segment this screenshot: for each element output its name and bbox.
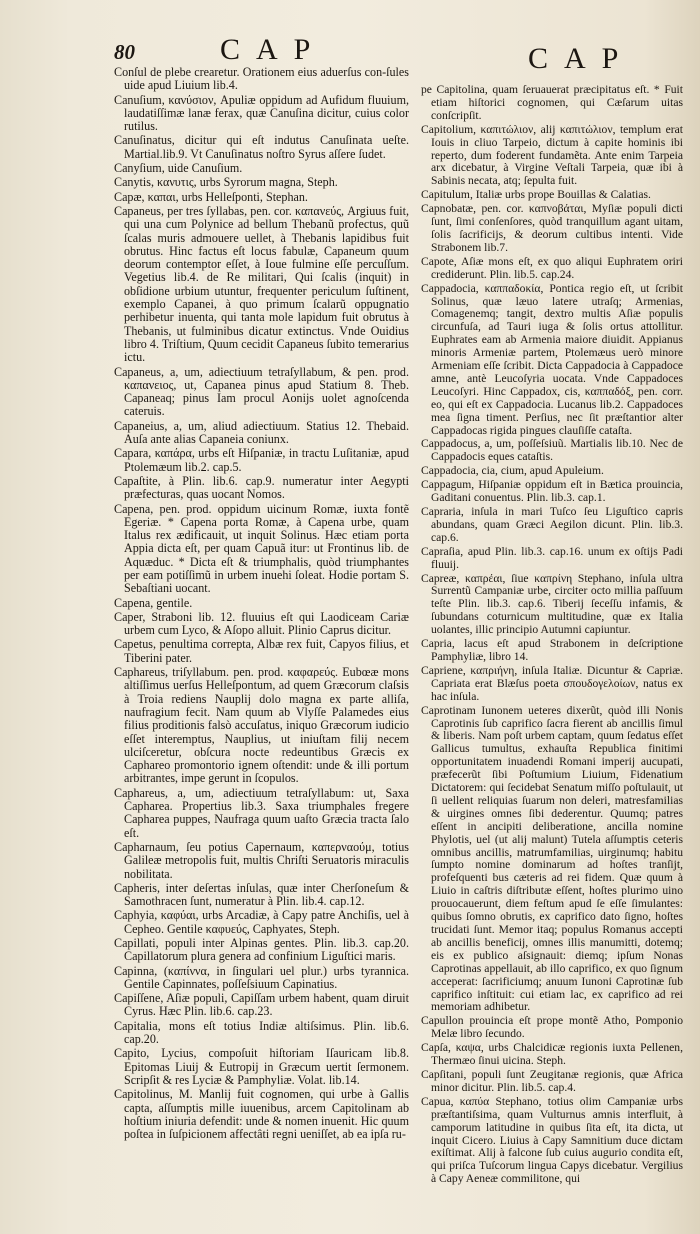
dictionary-entry: Capitulum, Italiæ urbs prope Bouillas & Calatias. bbox=[421, 188, 651, 202]
dictionary-entry: Caphyia, καφύαι, urbs Arcadiæ, à Capy patre Anchiſis, uel à Cepheo. Gentile καφυεύς, Caphyates, Steph. bbox=[114, 908, 409, 936]
dictionary-entry: Canuſium, κανύσιον, Apuliæ oppidum ad Aufidum fluuium, laudatiſſimæ lanæ ferax, quæ Canuſina dicitur, cuius color rutilus. bbox=[114, 92, 409, 134]
dictionary-entry: Capinna, (καπίννα, in ſingulari uel plur.) urbs tyrannica. Gentile Capinnates, poſſeſsiuum Capinatius. bbox=[114, 963, 409, 991]
dictionary-entry: Capillati, populi inter Alpinas gentes. Plin. lib.3. cap.20. Capillatorum plura genera ad confinium Liguſtici maris. bbox=[114, 936, 409, 964]
dictionary-entry: Capullon prouincia eſt prope montẽ Atho, Pomponio Melæ libro ſecundo. bbox=[421, 1014, 683, 1041]
dictionary-entry: Capena, pen. prod. oppidum uicinum Romæ, iuxta fontẽ Egeriæ. * Capena porta Romæ, à Capena urbe, quam Italus rex ædificauit, ut inquit Solinus. Hæc etiam porta Appia dicta eſt, per quam Capuã itur: ut Frontinus lib. de Aquæduc. * Dicta eſt & triumphalis, quòd triumphantes per eam potiſſimũ in urbem inuehi ſoleat. Hodie portam S. Sebaſtiani uocant. bbox=[114, 501, 409, 596]
dictionary-entry: Cappadocia, καππαδοκία, Pontica regio eſt, ut ſcribit Solinus, quæ læuo latere utraſq; Armenias, Comagenemq; tangit, dextro multis Aſiæ populis circunfuſa, ad Tauri iuga & ſolis ortus attollitur. Euphrates eam ab Armenia maiore diuidit. Appianus minoris Armeniæ partem, Ptolemæus uerò minore Armeniam eſſe ſcribit. Dicta Cappadocia à Cappadoce amne, antè Leucoſyria uocata. Vnde Cappadoces Leucoſyri. Hinc Cappadox, cis, καππαδόξ, pen. corr. eo, qui eſt ex Cappadocia. Lucanus lib.2. Cappadoces mea ſigna timent. Perſius, nec ſit præſtantior alter Cappadocas rigida pingues clauſiſſe cataſta. bbox=[421, 281, 683, 437]
running-header-right: CAP bbox=[528, 42, 635, 75]
dictionary-entry: Cappadocus, a, um, poſſeſsiuũ. Martialis lib.10. Nec de Cappadocis eques cataſtis. bbox=[421, 437, 683, 464]
dictionary-entry: Capito, Lycius, compoſuit hiſtoriam Iſauricam lib.8. Epitomas Liuij & Eutropij in Græcum uertit ſermonem. Scripſit & res Lyciæ & Pamphyliæ. Volat. lib.14. bbox=[114, 1046, 409, 1087]
dictionary-entry: Capaneus, a, um, adiectiuum tetraſyllabum, & pen. prod. καπανειος, ut, Capanea pinus apud Statium 8. Theb. Capaneaq; pinus Iam procul Aonijs uolet agnoſcenda cateruis. bbox=[114, 364, 409, 419]
dictionary-entry: pe Capitolina, quam ſeruauerat præcipitatus eſt. * Fuit etiam hiſtorici cognomen, qui Cæſarum uitas conſcripſit. bbox=[421, 83, 683, 122]
dictionary-entry: Caprotinam Iunonem ueteres dixerũt, quòd illi Nonis Caprotinis ſub caprifico ſacra fierent ab ancillis ſimul & liberis. Nam poſt urbem captam, quum ſedatus eſſet Gallicus tumultus, exhauſta Republica finitimi opportunitatem inuadendi Romani imperij aucupati, præfecerũt ſibi Poſtumium Liuium, Fidenatium Dictatorem: qui ſecidebat Senatum miſſo poſtulauit, ut ſi uellent reliquias ſuarum non deleri, matresfamilias & uirgines omnes ſibi dederentur. Quumq; patres eſſent in ancipiti deliberatione, ancilla nomine Phylotis, uel (ut alij malunt) Tutela aſſumptis ceteris omnibus ancillis, matrumfamilias, uirginumq; habitu ſumpto nomine dominarum ad hoſtes tranſijt, profeſquenti bus cæteris ad rei fidem. Quæ quum à Liuio in caſtris diſtributæ eſſent, hoſtes plurimo uino prouocauerunt, diem feſtum apud ſe eſſe ſimulantes: quibus ſomno obrutis, ex caprifico dato ſigno, hoſtes trucidati ſunt. Memor itaq; populus Romanus accepti ab ancillis beneficij, omnes illis manumitti, dotemq; eis ex publico aſsignauit: diemq; ipſum Nonas Caprotinas appellauit, ab illo caprifico, ex quo ſignum acceperat: ſacrificiumq; anuum Iunoni Caprotinæ ſub caprifico inſtituit: cui etiam lac, ex caprifico ad rei memoriam adhibetur. bbox=[421, 703, 683, 1014]
dictionary-entry: Capriene, καπριήνη, inſula Italiæ. Dicuntur & Capriæ. Capriata erat Blæſus poeta σπουδογελοίων, natus ex hac inſula. bbox=[421, 663, 683, 703]
dictionary-entry: Cappagum, Hiſpaniæ oppidum eſt in Bætica prouincia, Gaditani conuentus. Plin. lib.3. cap.1. bbox=[421, 478, 683, 505]
dictionary-entry: Capara, καπάρα, urbs eſt Hiſpaniæ, in tractu Luſitaniæ, apud Ptolemæum lib.2. cap.5. bbox=[114, 446, 409, 474]
dictionary-entry: Capitolinus, M. Manlij fuit cognomen, qui urbe à Gallis capta, aſſumptis mille iuuenibus, arcem Capitolinam ab hoſtium iniuria defendit: unde & nomen inuenit. Hic quum poſtea in ſuſpicionem affectâti regni ueniſſet, ab ea ipſa ru- bbox=[114, 1087, 409, 1142]
dictionary-entry: Capharnaum, ſeu potius Capernaum, καπερναούμ, totius Galileæ metropolis fuit, multis Chriſti Seruatoris miraculis nobilitata. bbox=[114, 839, 409, 881]
dictionary-entry: Capena, gentile. bbox=[114, 595, 193, 610]
dictionary-entry: Conſul de plebe crearetur. Orationem eius aduerſus con-ſules uide apud Liuium lib.4. bbox=[114, 65, 409, 93]
dictionary-entry: Capſa, καψα, urbs Chalcidicæ regionis iuxta Pellenen, Thermæo ſinui uicina. Steph. bbox=[421, 1041, 683, 1068]
dictionary-entry: Capaneius, a, um, aliud adiectiuum. Statius 12. Thebaid. Auſa ante alias Capaneia coniunx. bbox=[114, 418, 409, 447]
dictionary-entry: Caphareus, a, um, adiectiuum tetraſyllabum: ut, Saxa Caphareа. Propertius lib.3. Saxa triumphales fregere Capharea puppes, Naufraga quum uaſto Græcia tracta ſalo eſt. bbox=[114, 785, 409, 840]
dictionary-entry: Capſitani, populi ſunt Zeugitanæ regionis, quæ Africa minor dicitur. Plin. lib.5. cap.4. bbox=[421, 1067, 683, 1094]
dictionary-entry: Capetus, penultima correpta, Albæ rex fuit, Capyos filius, et Tiberini pater. bbox=[114, 637, 409, 665]
dictionary-entry: Caper, Straboni lib. 12. fluuius eſt qui Laodiceam Cariæ urbem cum Lyco, & Aſopo alluit. Plinio Caprus dicitur. bbox=[114, 609, 409, 638]
dictionary-entry: Capnobatæ, pen. cor. καπνοβάται, Myſiæ populi dicti ſunt, ſimi conſenſores, quòd tranquillum agant uitam, ſolis ſacrificijs, & deorum cultibus intenti. Vide Strabonem lib.7. bbox=[421, 202, 683, 254]
dictionary-entry: Capheris, inter deſertas inſulas, quæ inter Cherſoneſum & Samothracen ſunt, numeratur à Plin. lib.4. cap.12. bbox=[114, 880, 409, 909]
dictionary-entry: Capria, lacus eſt apud Strabonem in deſcriptione Pamphyliæ, libro 14. bbox=[421, 637, 683, 663]
dictionary-entry: Capiſſene, Aſiæ populi, Capiſſam urbem habent, quam diruit Cyrus. Hæc Plin. lib.6. cap.23. bbox=[114, 991, 409, 1019]
dictionary-entry: Capaneus, per tres ſyllabas, pen. cor. καπανεύς, Argiuus fuit, qui una cum Polynice ad bellum Thebanũ profectus, quũ ſcalas muris admouere uellet, à Thebanis lapidibus fuit obrutus. Hinc factus eſt locus fabulæ, Capaneum quum deorum contemptor eſſet, à Ioue fulmine eſſe percuſſum. Vegetius lib.4. de Re militari, Qui ſcalis (inquit) in obſidione urbium utuntur, frequenter periculum ſuſtinent, exemplo Capanei, à quo primum ſcalarũ oppugnatio perhibetur inuenta, qui tanta mole lapidum fuit obrutus à Thebanis, ut fulminibus dicatur extinctus. Vnde Ouidius libro 4. Triſtium, Quum cecidit Capaneus ſubito temerarius ictu. bbox=[114, 203, 409, 365]
page-number: 80 bbox=[114, 40, 135, 64]
dictionary-entry: Canuſinatus, dicitur qui eſt indutus Canuſinata ueſte. Martial.lib.9. Vt Canuſinatus noſtro Syrus aſſere ſudet. bbox=[114, 133, 409, 161]
dictionary-entry: Canyſium, uide Canuſium. bbox=[114, 161, 243, 176]
dictionary-entry: Caphareus, triſyllabum. pen. prod. καφαρεύς. Eubœæ mons altiſſimus uerſus Helleſpontum, ad quem Græcorum claſsis à Troia rediens Nauplij dolo magna ex parte alliſa, naufragium fecit. Nam quum ab Vlyſſe Palamedes eius filius proditionis falsò accuſatus, iniquo Græcorum iudicio eſſet interemptus, Nauplius, ut iniuſtam filij necem ulciſceretur, obſcura nocte redeuntibus Græcis ex Caphareo promontorio ignem oſtendit: unde & illi portum arbitrantes, impe gerunt in ſcopulos. bbox=[114, 665, 409, 786]
dictionary-entry: Capote, Aſiæ mons eſt, ex quo aliqui Euphratem oriri crediderunt. Plin. lib.5. cap.24. bbox=[421, 254, 683, 281]
dictionary-entry: Capua, καπύα Stephano, totius olim Campaniæ urbs præſtantiſsima, quam Vulturnus amnis interfluit, à camporum latitudine in quibus ſita eſt, ita dicta, ut inquit Cicero. Liuius à Capy Samnitium duce dictam exiſtimat. Alij à falcone ſub cuius augurio condita eſt, qui priſca Tuſcorum lingua Capys dicebatur. Vergilius à Capy Aeneæ commilitone, qui bbox=[421, 1094, 683, 1186]
dictionary-entry: Canytis, κανυτις, urbs Syrorum magna, Steph. bbox=[114, 175, 338, 190]
dictionary-entry: Capitalia, mons eſt totius Indiæ altiſsimus. Plin. lib.6. cap.20. bbox=[114, 1018, 409, 1047]
dictionary-entry: Cappadocia, cia, cium, apud Apuleium. bbox=[421, 464, 604, 478]
dictionary-entry: Capaſtite, à Plin. lib.6. cap.9. numeratur inter Aegypti præfecturas, quas uocant Nomos. bbox=[114, 473, 409, 502]
dictionary-entry: Capraria, inſula in mari Tuſco ſeu Liguſtico capris abundans, quam Græci Aegilon dicunt. Plin. lib.3. cap.6. bbox=[421, 505, 683, 544]
dictionary-entry: Capitolium, καπιτώλιον, alij καπιτώλιον, templum erat Iouis in cliuo Tarpeio, dictum à capite hominis ibi reperto, dum foderent fundamẽta. Ante enim Tarpeia arx dicebatur, à Virgine Veſtali Tarpeia, quæ ibi à Sabinis necata, atq; ſepulta fuit. bbox=[421, 122, 683, 188]
dictionary-entry: Capraſia, apud Plin. lib.3. cap.16. unum ex oſtijs Padi fluuij. bbox=[421, 544, 683, 571]
right-column bbox=[421, 84, 683, 1187]
running-header-left: CAP bbox=[220, 33, 327, 66]
dictionary-entry: Capæ, καπαι, urbs Helleſponti, Stephan. bbox=[114, 189, 308, 204]
left-column bbox=[114, 66, 409, 1142]
dictionary-entry: Capreæ, καπρέαι, ſiue καπρίνη Stephano, inſula ultra Surrentũ Campaniæ urbe, circiter octo millia paſſuum teſte Plin. lib.3. cap.6. Tiberij ſeceſſu infamis, & ſubundans coturnicum multitudine, quæ ex Italia uolantes, illic principio Autumni capiuntur. bbox=[421, 571, 683, 637]
